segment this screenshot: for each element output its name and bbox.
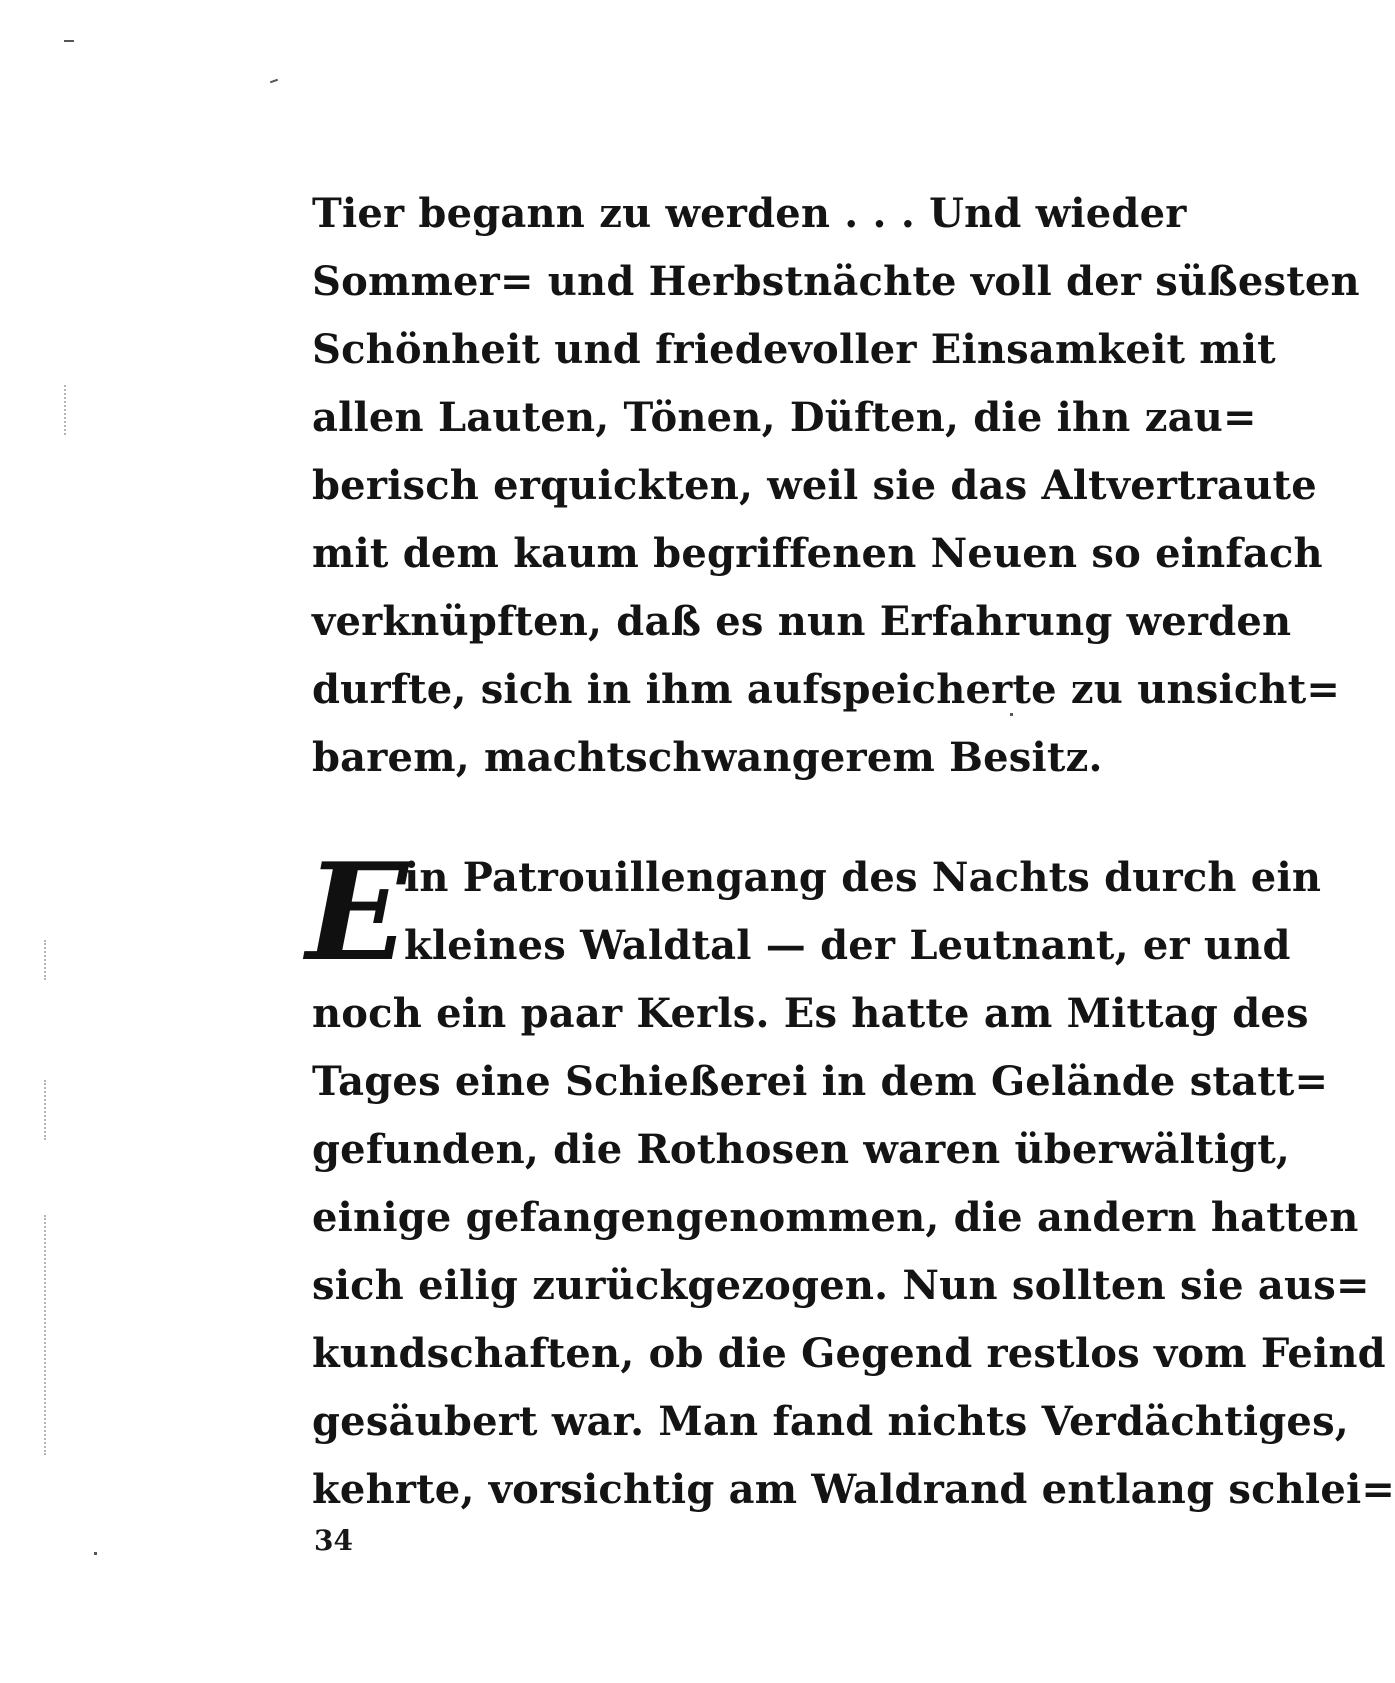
paragraph-2 xyxy=(312,844,1395,1524)
text-line: sich eilig zurückgezogen. Nun sollten sie aus= xyxy=(312,1262,1370,1309)
scan-edge-marks xyxy=(64,385,72,435)
scan-speck xyxy=(270,79,278,84)
text-line: berisch erquickten, weil sie das Altvertraute xyxy=(312,462,1317,509)
text-line: einige gefangengenommen, die andern hatten xyxy=(312,1194,1359,1241)
text-line: allen Lauten, Tönen, Düften, die ihn zau= xyxy=(312,394,1257,441)
scan-edge-marks xyxy=(44,1080,52,1140)
page-number: 34 xyxy=(314,1524,353,1557)
text-line: noch ein paar Kerls. Es hatte am Mittag des xyxy=(312,990,1309,1037)
text-line: in Patrouillengang des Nachts durch ein xyxy=(404,854,1322,901)
text-line: kundschaften, ob die Gegend restlos vom Feind xyxy=(312,1330,1386,1377)
scan-edge-marks xyxy=(44,1215,52,1455)
text-line: gesäubert war. Man fand nichts Verdächtiges, xyxy=(312,1398,1349,1445)
text-line: kehrte, vorsichtig am Waldrand entlang schlei= xyxy=(312,1466,1395,1513)
text-line: mit dem kaum begriffenen Neuen so einfach xyxy=(312,530,1323,577)
drop-cap: E xyxy=(306,833,409,991)
text-line: gefunden, die Rothosen waren überwältigt, xyxy=(312,1126,1291,1173)
scan-speck xyxy=(94,1552,97,1555)
text-line: barem, machtschwangerem Besitz. xyxy=(312,734,1103,781)
scan-speck xyxy=(64,40,74,42)
text-line: Schönheit und friedevoller Einsamkeit mit xyxy=(312,326,1276,373)
text-line: verknüpften, daß es nun Erfahrung werden xyxy=(312,598,1292,645)
scan-edge-marks xyxy=(44,940,52,980)
text-line: Sommer= und Herbstnächte voll der süßesten xyxy=(312,258,1360,305)
text-line: durfte, sich in ihm aufspeicherte zu unsicht= xyxy=(312,666,1341,713)
text-line: kleines Waldtal — der Leutnant, er und xyxy=(404,922,1291,969)
text-line: Tier begann zu werden . . . Und wieder xyxy=(312,190,1187,237)
paragraph-1 xyxy=(312,180,1360,792)
text-line: Tages eine Schießerei in dem Gelände statt= xyxy=(312,1058,1329,1105)
